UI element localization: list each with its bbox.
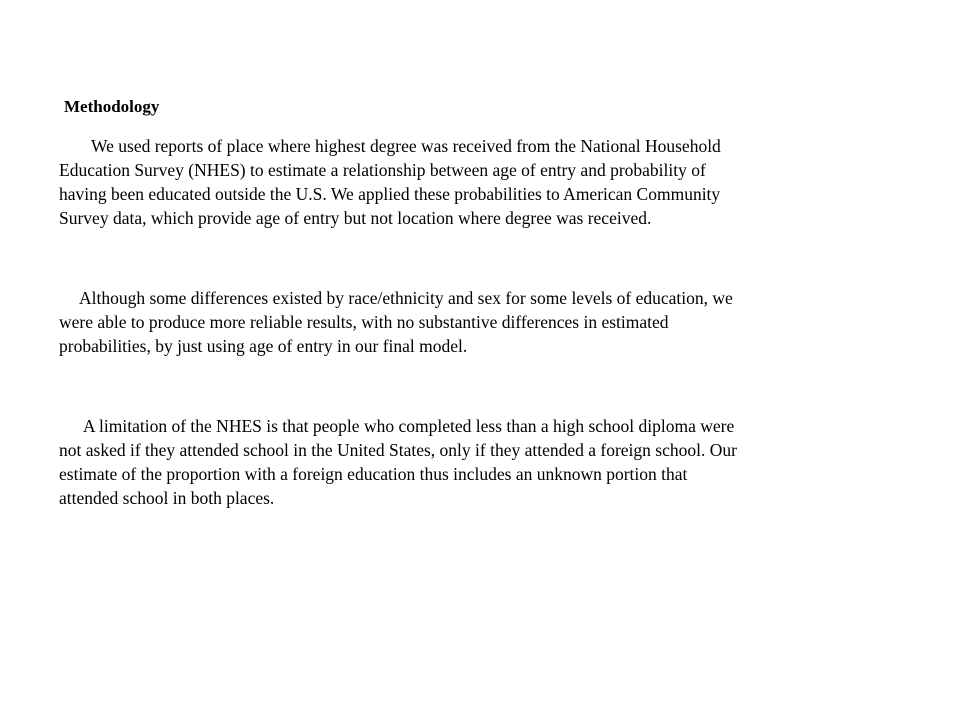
- paragraph-line: having been educated outside the U.S. We applied these probabilities to American Community: [59, 184, 721, 204]
- paragraph-line: probabilities, by just using age of entry in our final model.: [59, 336, 468, 356]
- paragraph-line: were able to produce more reliable results, with no substantive differences in estimated: [59, 312, 669, 332]
- paragraph-line: attended school in both places.: [59, 488, 275, 508]
- paragraph-line: Education Survey (NHES) to estimate a relationship between age of entry and probability of: [59, 160, 706, 180]
- paragraph-line: We used reports of place where highest degree was received from the National Household: [91, 136, 721, 156]
- paragraph-methodology-data-source: [59, 134, 919, 230]
- paragraph-methodology-limitation: [59, 414, 919, 510]
- paragraph-line: estimate of the proportion with a foreign education thus includes an unknown portion that: [59, 464, 688, 484]
- paragraph-line: Although some differences existed by race/ethnicity and sex for some levels of education, we: [79, 288, 733, 308]
- paragraph-line: Survey data, which provide age of entry but not location where degree was received.: [59, 208, 652, 228]
- paragraph-methodology-model: [59, 286, 919, 358]
- section-heading: Methodology: [64, 97, 160, 116]
- paragraph-line: not asked if they attended school in the United States, only if they attended a foreign school. Our: [59, 440, 737, 460]
- paragraph-line: A limitation of the NHES is that people who completed less than a high school diploma were: [83, 416, 735, 436]
